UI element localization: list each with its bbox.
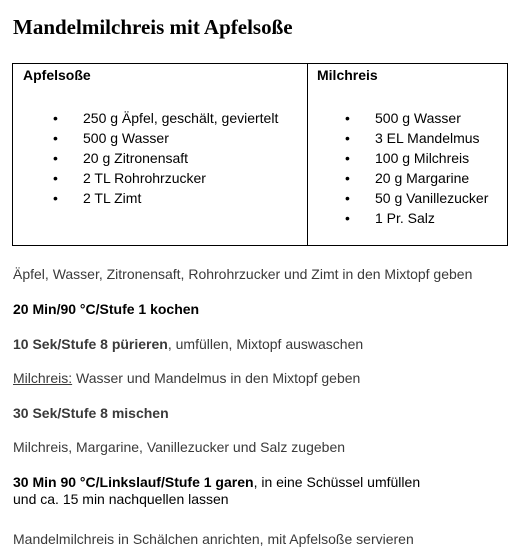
bullet-icon: • xyxy=(345,170,350,186)
step-6: Milchreis, Margarine, Vanillezucker und Salz zugeben xyxy=(13,439,346,455)
recipe-title: Mandelmilchreis mit Apfelsoße xyxy=(13,15,293,39)
step-7-bold: 30 Min 90 °C/Linkslauf/Stufe 1 garen xyxy=(13,474,254,490)
step-3 xyxy=(13,336,363,353)
step-2 xyxy=(13,301,199,318)
bullet-icon: • xyxy=(53,170,58,186)
step-4-label: Milchreis: xyxy=(13,370,73,386)
list-item xyxy=(345,108,488,128)
ingredient-text: 500 g Wasser xyxy=(83,130,169,146)
bullet-icon: • xyxy=(345,150,350,166)
rice-pudding-heading: Milchreis xyxy=(317,67,378,83)
step-7-rest: , in eine Schüssel umfüllen xyxy=(253,474,421,490)
list-item xyxy=(345,188,488,208)
apple-sauce-column xyxy=(13,64,308,245)
ingredient-text: 3 EL Mandelmus xyxy=(375,130,480,146)
bullet-icon: • xyxy=(345,130,350,146)
ingredient-text: 250 g Äpfel, geschält, geviertelt xyxy=(83,110,279,126)
bullet-icon: • xyxy=(53,130,58,146)
bullet-icon: • xyxy=(345,190,350,206)
bullet-icon: • xyxy=(345,210,350,226)
step-3-rest: , umfüllen, Mixtopf auswaschen xyxy=(167,336,364,352)
ingredient-text: 20 g Margarine xyxy=(375,170,470,186)
step-3-bold: 10 Sek/Stufe 8 pürieren xyxy=(13,336,168,352)
step-2-text: 20 Min/90 °C/Stufe 1 kochen xyxy=(13,301,200,317)
ingredient-text: 20 g Zitronensaft xyxy=(83,150,189,166)
ingredients-table xyxy=(12,63,508,246)
bullet-icon: • xyxy=(53,110,58,126)
list-item xyxy=(53,108,278,128)
list-item xyxy=(53,188,278,208)
list-item xyxy=(345,148,488,168)
ingredient-text: 500 g Wasser xyxy=(375,110,461,126)
bullet-icon: • xyxy=(53,150,58,166)
rice-pudding-column xyxy=(308,64,507,245)
ingredient-text: 1 Pr. Salz xyxy=(375,210,435,226)
ingredient-text: 100 g Milchreis xyxy=(375,150,470,166)
list-item xyxy=(345,168,488,188)
list-item xyxy=(53,168,278,188)
list-item xyxy=(345,128,488,148)
step-8: Mandelmilchreis in Schälchen anrichten, mit Apfelsoße servieren xyxy=(13,531,414,547)
step-4 xyxy=(13,370,360,387)
bullet-icon: • xyxy=(345,110,350,126)
ingredient-text: 2 TL Rohrohrzucker xyxy=(83,170,206,186)
step-1: Äpfel, Wasser, Zitronensaft, Rohrohrzucker und Zimt in den Mixtopf geben xyxy=(13,266,473,282)
step-5-text: 30 Sek/Stufe 8 mischen xyxy=(13,405,169,421)
step-5 xyxy=(13,405,169,422)
ingredient-text: 2 TL Zimt xyxy=(83,190,142,206)
step-7-continued: und ca. 15 min nachquellen lassen xyxy=(13,491,229,507)
list-item xyxy=(345,208,488,228)
bullet-icon: • xyxy=(53,190,58,206)
apple-sauce-heading: Apfelsoße xyxy=(23,67,91,83)
step-4-rest: Wasser und Mandelmus in den Mixtopf geben xyxy=(72,370,361,386)
ingredient-text: 50 g Vanillezucker xyxy=(375,190,489,206)
list-item xyxy=(53,128,278,148)
step-7 xyxy=(13,474,420,491)
list-item xyxy=(53,148,278,168)
apple-sauce-list xyxy=(53,108,278,208)
rice-pudding-list xyxy=(345,108,488,228)
